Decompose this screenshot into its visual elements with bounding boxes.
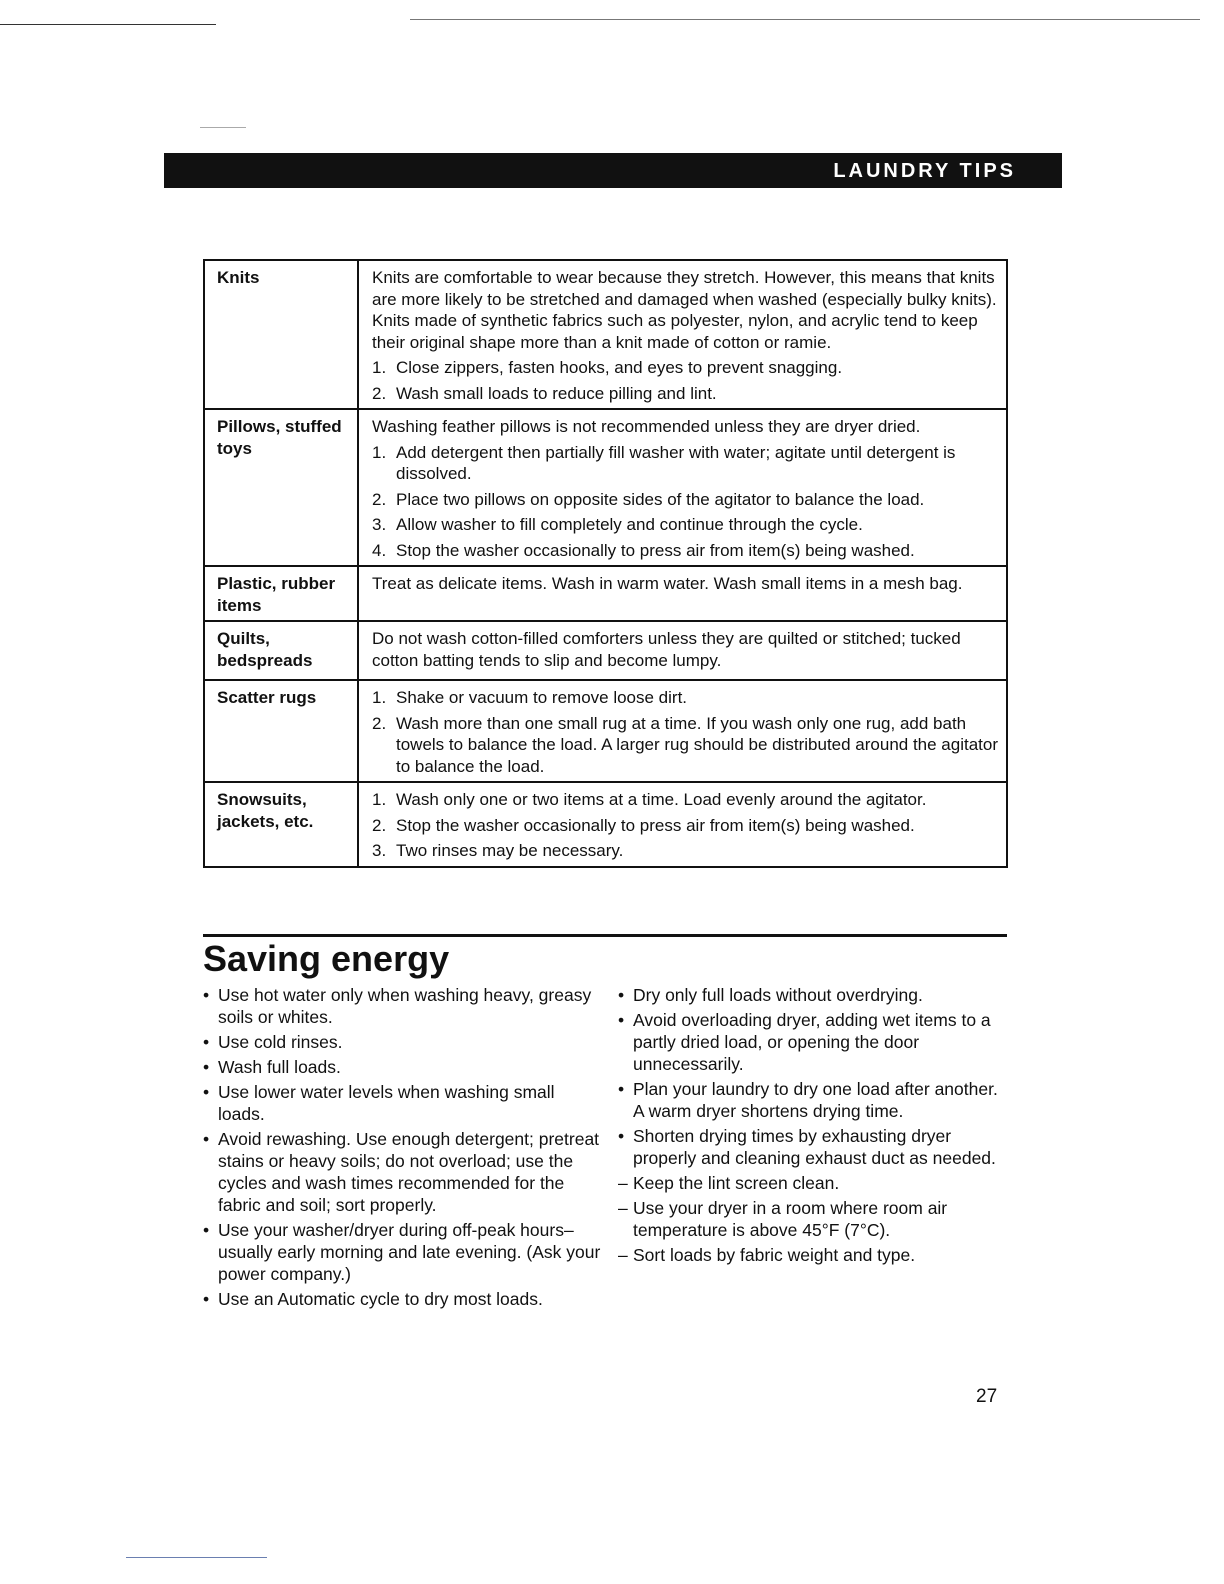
tip-content	[358, 680, 1007, 782]
tip-step	[372, 789, 1000, 811]
tip-label: Pillows, stuffed toys	[204, 409, 358, 566]
step-text: Wash only one or two items at a time. Load evenly around the agitator.	[396, 790, 927, 809]
table-row	[204, 782, 1007, 867]
energy-tip-item	[203, 1056, 601, 1078]
table-row	[204, 566, 1007, 621]
energy-tip-text: Avoid rewashing. Use enough detergent; pretreat stains or heavy soils; do not overload; use the cycles and wash times recommended for the fabric and soil; sort properly.	[218, 1129, 600, 1215]
page-title: LAUNDRY TIPS	[833, 160, 1016, 182]
saving-energy-left-column	[203, 984, 601, 1313]
scan-line-top-left	[0, 24, 216, 25]
tip-steps-list	[372, 357, 1000, 404]
tip-intro: Washing feather pillows is not recommended unless they are dryer dried.	[372, 417, 921, 436]
energy-tip-item	[618, 1125, 1010, 1169]
bullet-icon: •	[203, 1082, 210, 1102]
tip-step	[372, 687, 1000, 709]
tip-step	[372, 383, 1000, 405]
energy-tip-item	[203, 1128, 601, 1216]
energy-tip-item	[618, 1009, 1010, 1075]
header-bar	[164, 153, 1062, 188]
bullet-icon: •	[203, 1289, 210, 1309]
energy-tip-text: Avoid overloading dryer, adding wet items to a partly dried load, or opening the door unnecessarily.	[633, 1010, 991, 1074]
tip-content	[358, 409, 1007, 566]
saving-energy-right-column	[618, 984, 1010, 1269]
step-number: 1.	[372, 790, 387, 809]
table-row	[204, 680, 1007, 782]
energy-tip-item	[618, 1078, 1010, 1122]
energy-tip-text: Use an Automatic cycle to dry most loads.	[218, 1289, 543, 1309]
footer-rule	[126, 1557, 267, 1558]
table-row	[204, 409, 1007, 566]
step-text: Add detergent then partially fill washer with water; agitate until detergent is dissolved.	[396, 442, 956, 483]
energy-tip-text: Dry only full loads without overdrying.	[633, 985, 923, 1005]
scan-line-top-right	[410, 19, 1200, 20]
step-number: 3.	[372, 841, 387, 860]
tip-step	[372, 489, 1000, 511]
step-number: 1.	[372, 358, 387, 377]
energy-tip-text: Wash full loads.	[218, 1057, 341, 1077]
step-number: 2.	[372, 489, 387, 509]
tip-content	[358, 782, 1007, 867]
step-text: Place two pillows on opposite sides of the agitator to balance the load.	[396, 489, 925, 509]
table-row	[204, 621, 1007, 680]
tip-intro: Knits are comfortable to wear because they stretch. However, this means that knits are more likely to be stretched and damaged when washed (especially bulky knits). Knits made of synthetic fabrics such as polyester, nylon, and acrylic tend to keep their original shape more than a knit made of cotton or ramie.	[372, 268, 997, 352]
bullet-icon: •	[618, 1079, 625, 1099]
tip-step	[372, 357, 1000, 379]
energy-tip-text: Plan your laundry to dry one load after another. A warm dryer shortens drying time.	[633, 1079, 998, 1121]
step-text: Shake or vacuum to remove loose dirt.	[396, 688, 688, 707]
energy-tip-item	[203, 1288, 601, 1310]
dash-icon: –	[618, 1173, 628, 1193]
energy-subtip-text: Sort loads by fabric weight and type.	[633, 1245, 916, 1265]
step-text: Stop the washer occasionally to press air from item(s) being washed.	[396, 540, 915, 560]
tip-step	[372, 713, 1000, 778]
step-text: Allow washer to fill completely and continue through the cycle.	[396, 515, 863, 534]
tip-step	[372, 514, 1000, 536]
scan-mark	[200, 127, 246, 128]
step-number: 3.	[372, 515, 387, 534]
bullet-icon: •	[203, 1032, 210, 1052]
tip-step	[372, 815, 1000, 837]
energy-tip-item	[618, 984, 1010, 1006]
bullet-icon: •	[203, 985, 210, 1005]
step-text: Close zippers, fasten hooks, and eyes to prevent snagging.	[396, 358, 843, 377]
tip-step	[372, 840, 1000, 862]
step-number: 1.	[372, 442, 387, 462]
step-number: 4.	[372, 540, 387, 560]
tip-intro: Do not wash cotton-filled comforters unless they are quilted or stitched; tucked cotton batting tends to slip and become lumpy.	[372, 629, 961, 670]
step-number: 2.	[372, 815, 387, 835]
energy-subtip-text: Use your dryer in a room where room air temperature is above 45°F (7°C).	[633, 1198, 948, 1240]
tip-label: Scatter rugs	[204, 680, 358, 782]
tip-label: Quilts, bedspreads	[204, 621, 358, 680]
energy-subtip-text: Keep the lint screen clean.	[633, 1173, 840, 1193]
energy-subtip-item	[618, 1172, 1010, 1194]
dash-icon: –	[618, 1198, 628, 1218]
tip-step	[372, 540, 1000, 562]
tip-intro: Treat as delicate items. Wash in warm water. Wash small items in a mesh bag.	[372, 574, 963, 593]
energy-tip-text: Use your washer/dryer during off-peak hours–usually early morning and late evening. (Ask your power company.)	[218, 1220, 601, 1284]
bullet-icon: •	[203, 1220, 210, 1240]
energy-tip-item	[203, 1219, 601, 1285]
bullet-icon: •	[203, 1057, 210, 1077]
energy-tip-text: Shorten drying times by exhausting dryer properly and cleaning exhaust duct as needed.	[633, 1126, 996, 1168]
energy-subtip-item	[618, 1244, 1010, 1266]
step-number: 2.	[372, 713, 387, 733]
tip-content	[358, 621, 1007, 680]
tip-label: Plastic, rubber items	[204, 566, 358, 621]
tip-steps-list	[372, 687, 1000, 777]
tip-step	[372, 442, 1000, 485]
laundry-tips-table	[203, 259, 1008, 868]
step-number: 2.	[372, 383, 387, 403]
step-text: Stop the washer occasionally to press air from item(s) being washed.	[396, 815, 915, 835]
tip-steps-list	[372, 442, 1000, 562]
step-text: Wash more than one small rug at a time. If you wash only one rug, add bath towels to balance the load. A larger rug should be distributed around the agitator to balance the load.	[396, 713, 999, 776]
tip-content	[358, 566, 1007, 621]
tip-label: Snowsuits, jackets, etc.	[204, 782, 358, 867]
energy-tip-text: Use lower water levels when washing small loads.	[218, 1082, 555, 1124]
bullet-icon: •	[203, 1129, 210, 1149]
bullet-icon: •	[618, 1126, 625, 1146]
energy-tip-item	[203, 1081, 601, 1125]
energy-subtip-item	[618, 1197, 1010, 1241]
bullet-icon: •	[618, 1010, 625, 1030]
step-text: Two rinses may be necessary.	[396, 841, 624, 860]
tip-content	[358, 260, 1007, 409]
page-number: 27	[976, 1386, 998, 1407]
bullet-icon: •	[618, 985, 625, 1005]
energy-tip-item	[203, 1031, 601, 1053]
section-title: Saving energy	[203, 938, 450, 979]
dash-icon: –	[618, 1245, 628, 1265]
energy-tip-text: Use cold rinses.	[218, 1032, 343, 1052]
table-row	[204, 260, 1007, 409]
step-text: Wash small loads to reduce pilling and lint.	[396, 383, 717, 403]
step-number: 1.	[372, 688, 387, 707]
tip-label: Knits	[204, 260, 358, 409]
energy-tip-text: Use hot water only when washing heavy, greasy soils or whites.	[218, 985, 592, 1027]
energy-tip-item	[203, 984, 601, 1028]
tip-steps-list	[372, 789, 1000, 862]
